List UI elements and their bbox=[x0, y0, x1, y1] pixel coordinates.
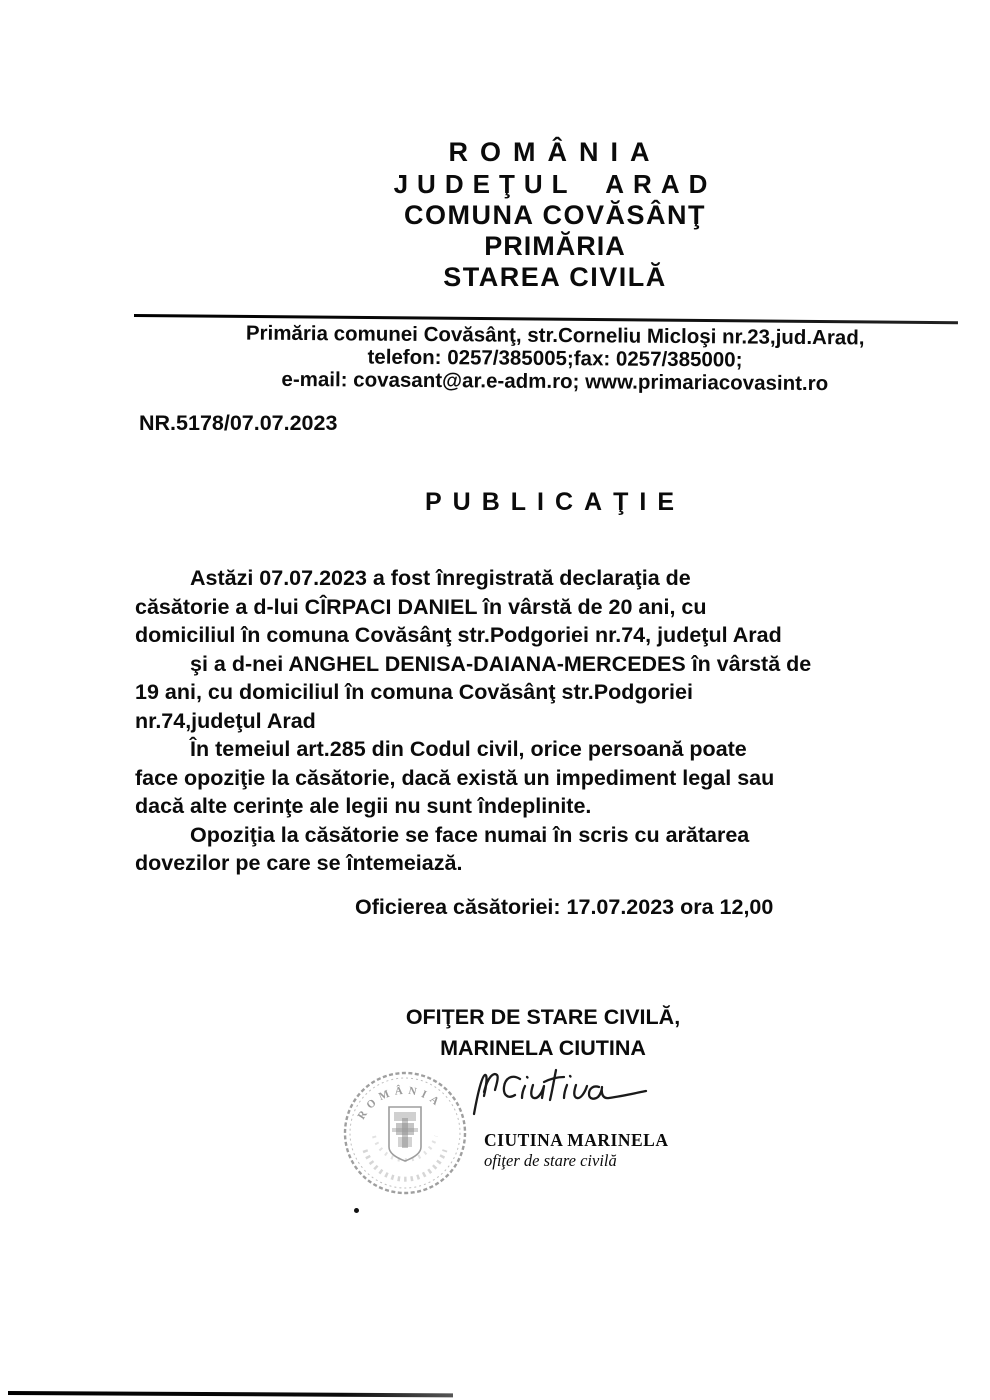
body-text bbox=[135, 564, 955, 878]
contact-email-web: e-mail: covasant@ar.e-adm.ro; www.primariacovasint.ro bbox=[281, 367, 829, 396]
contact-address: Primăria comunei Covăsânţ, str.Corneliu Micloşi nr.23,jud.Arad, bbox=[245, 321, 865, 350]
signature-strokes bbox=[468, 1062, 668, 1124]
signer-printed-name: CIUTINA MARINELA bbox=[484, 1130, 669, 1150]
header-commune: COMUNA COVĂSÂNŢ bbox=[404, 200, 706, 230]
official-round-stamp bbox=[342, 1070, 468, 1196]
body-line-7: În temeiul art.285 din Codul civil, orice persoană poate bbox=[190, 737, 747, 761]
letterhead bbox=[115, 136, 990, 293]
signer-printed-title: ofiţer de stare civilă bbox=[484, 1151, 617, 1170]
body-line-8: face opoziţie la căsătorie, dacă există un impediment legal sau bbox=[135, 765, 775, 790]
body-line-2: căsătorie a d-lui CÎRPACI DANIEL în vârstă de 20 ani, cu bbox=[135, 594, 707, 619]
body-line-3: domiciliul în comuna Covăsânţ str.Podgoriei nr.74, judeţul Arad bbox=[135, 623, 782, 647]
document-title: PUBLICAŢIE bbox=[425, 488, 685, 516]
contact-phone-fax: telefon: 0257/385005;fax: 0257/385000; bbox=[367, 345, 743, 372]
body-line-5: 19 ani, cu domiciliul în comuna Covăsânţ str.Podgoriei bbox=[135, 680, 693, 704]
officer-block bbox=[298, 1002, 788, 1064]
body-line-10: Opoziţia la căsătorie se face numai în scris cu arătarea bbox=[190, 822, 750, 847]
officer-name: MARINELA CIUTINA bbox=[440, 1036, 646, 1060]
registration-number: NR.5178/07.07.2023 bbox=[139, 411, 338, 435]
stamp-bottom-text-marks bbox=[365, 1150, 445, 1179]
scan-artifact-bottom-line bbox=[8, 1391, 453, 1397]
body-line-9: dacă alte cerinţe ale legii nu sunt îndeplinite. bbox=[135, 794, 592, 818]
body-line-11: dovezilor pe care se întemeiază. bbox=[135, 851, 463, 875]
header-institution: PRIMĂRIA bbox=[484, 231, 626, 261]
body-line-1: Astăzi 07.07.2023 a fost înregistrată declaraţia de bbox=[190, 566, 691, 590]
scan-artifact-dot bbox=[354, 1208, 359, 1213]
contact-block bbox=[115, 321, 990, 397]
header-county: JUDEŢUL ARAD bbox=[393, 169, 717, 199]
handwritten-signature bbox=[468, 1062, 668, 1124]
ceremony-date-line: Oficierea căsătoriei: 17.07.2023 ora 12,00 bbox=[355, 895, 774, 919]
body-line-4: şi a d-nei ANGHEL DENISA-DAIANA-MERCEDES în vârstă de bbox=[190, 651, 812, 676]
officer-title: OFIŢER DE STARE CIVILĂ, bbox=[405, 1005, 681, 1029]
header-country: ROMÂNIA bbox=[448, 137, 662, 167]
stamp-arc-text: ROMÂNIA bbox=[355, 1084, 445, 1122]
stamp-coat-of-arms bbox=[389, 1107, 421, 1161]
stamp-graphic bbox=[342, 1070, 468, 1196]
header-department: STAREA CIVILĂ bbox=[443, 262, 667, 292]
body-line-6: nr.74,judeţul Arad bbox=[135, 708, 316, 733]
printed-signature-block bbox=[484, 1130, 668, 1171]
